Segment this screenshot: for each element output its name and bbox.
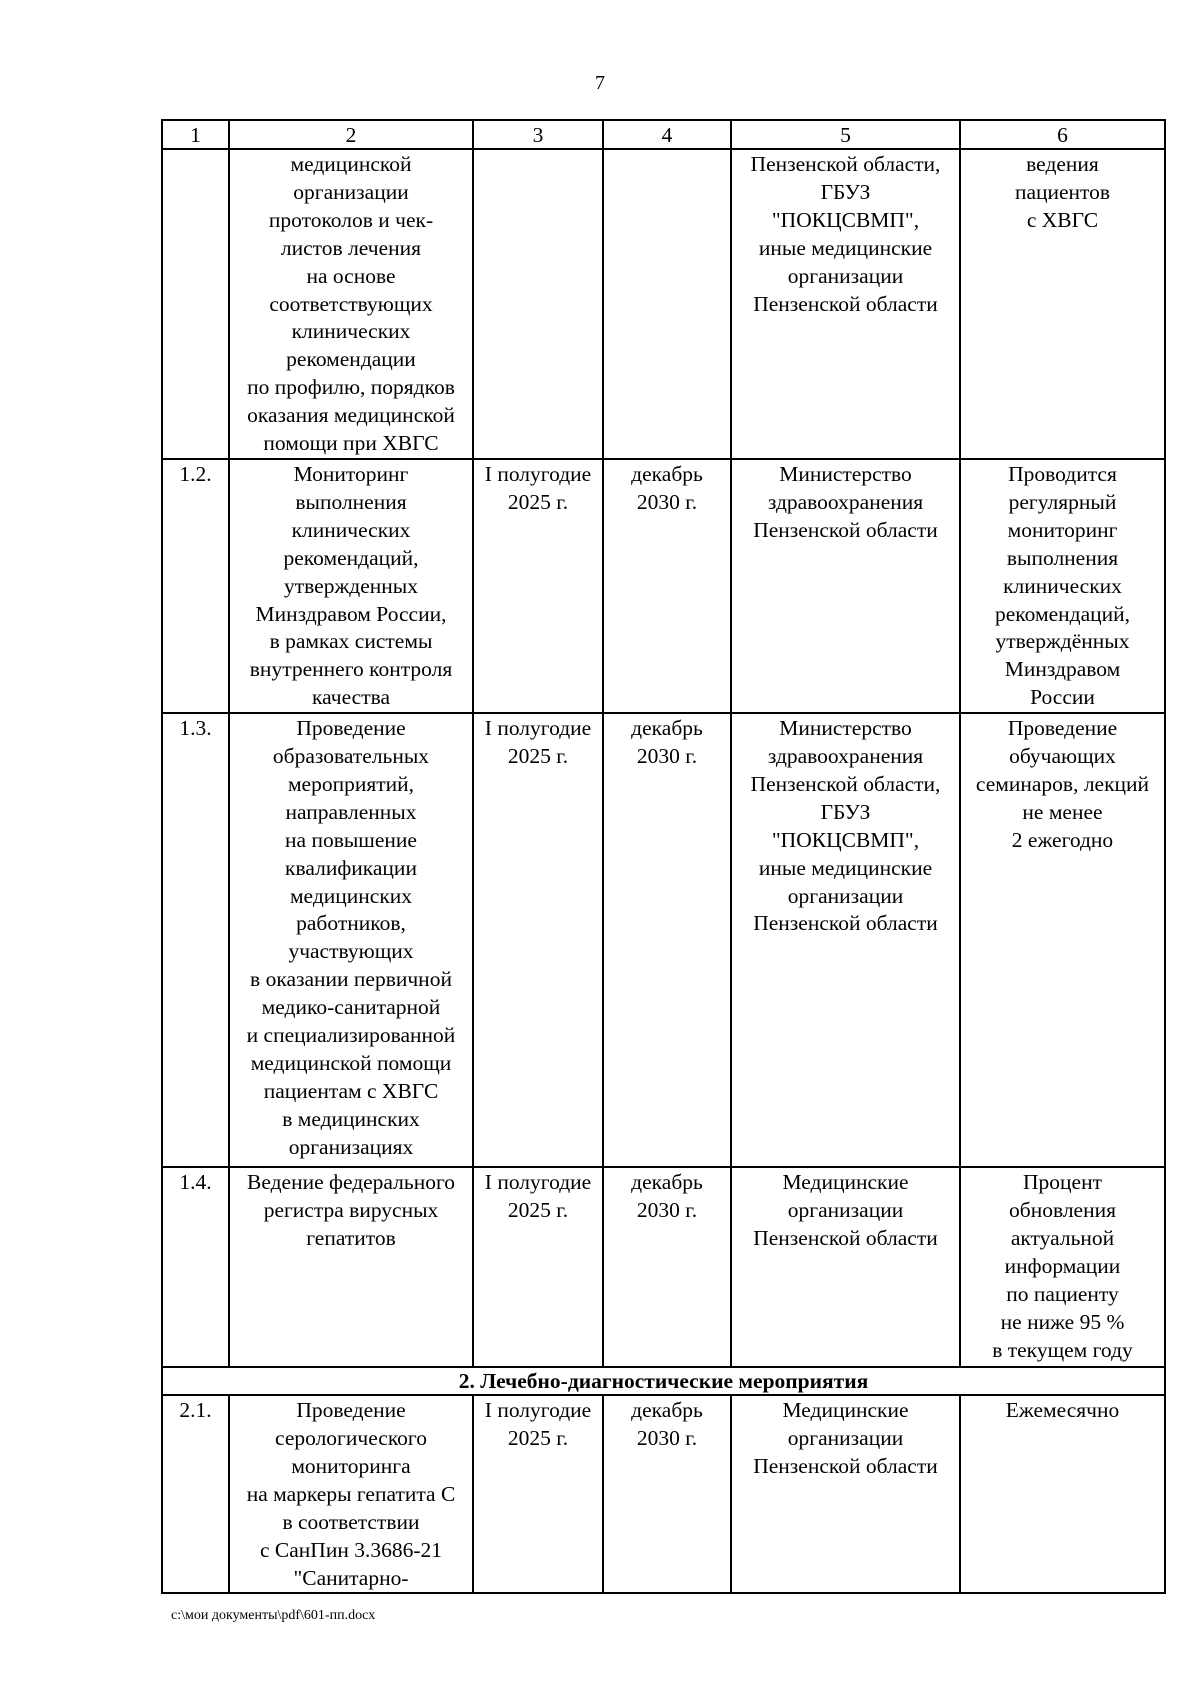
column-number-3: 3: [473, 120, 603, 149]
column-number-row: [162, 120, 1165, 149]
responsible: Медицинские организации Пензенской области: [731, 1395, 960, 1593]
result: Проведение обучающих семинаров, лекций не менее 2 ежегодно: [960, 713, 1165, 1167]
end-date: декабрь 2030 г.: [603, 713, 731, 1167]
table-row: [162, 713, 1165, 1167]
item-number: [162, 149, 229, 459]
column-number-5: 5: [731, 120, 960, 149]
measure-name: Мониторинг выполнения клинических рекомендаций, утвержденных Минздравом России, в рамках системы внутреннего контроля качества: [229, 459, 473, 713]
item-number: 2.1.: [162, 1395, 229, 1593]
start-date: I полугодие 2025 г.: [473, 713, 603, 1167]
item-number: 1.3.: [162, 713, 229, 1167]
result: Ежемесячно: [960, 1395, 1165, 1593]
table-row: [162, 1167, 1165, 1367]
end-date: [603, 149, 731, 459]
result: ведения пациентов с ХВГС: [960, 149, 1165, 459]
measures-table: [161, 119, 1166, 1594]
section-header-row: [162, 1367, 1165, 1395]
column-number-4: 4: [603, 120, 731, 149]
item-number: 1.4.: [162, 1167, 229, 1367]
item-number: 1.2.: [162, 459, 229, 713]
responsible: Пензенской области, ГБУЗ "ПОКЦСВМП", иные медицинские организации Пензенской области: [731, 149, 960, 459]
start-date: I полугодие 2025 г.: [473, 459, 603, 713]
section-title: 2. Лечебно-диагностические мероприятия: [162, 1367, 1165, 1395]
column-number-1: 1: [162, 120, 229, 149]
column-number-6: 6: [960, 120, 1165, 149]
start-date: I полугодие 2025 г.: [473, 1395, 603, 1593]
start-date: [473, 149, 603, 459]
column-number-2: 2: [229, 120, 473, 149]
measure-name: Ведение федерального регистра вирусных гепатитов: [229, 1167, 473, 1367]
responsible: Медицинские организации Пензенской области: [731, 1167, 960, 1367]
measure-name: медицинской организации протоколов и чек- листов лечения на основе соответствующих клинических рекомендации по профилю, порядков оказания медицинской помощи при ХВГС: [229, 149, 473, 459]
file-path-footer: c:\мои документы\pdf\601-пп.docx: [171, 1608, 376, 1623]
start-date: I полугодие 2025 г.: [473, 1167, 603, 1367]
result: Процент обновления актуальной информации по пациенту не ниже 95 % в текущем году: [960, 1167, 1165, 1367]
result: Проводится регулярный мониторинг выполнения клинических рекомендаций, утверждённых Минздравом России: [960, 459, 1165, 713]
measure-name: Проведение серологического мониторинга на маркеры гепатита С в соответствии с СанПин 3.3686-21 "Санитарно-: [229, 1395, 473, 1593]
end-date: декабрь 2030 г.: [603, 1167, 731, 1367]
responsible: Министерство здравоохранения Пензенской области: [731, 459, 960, 713]
table-row: [162, 149, 1165, 459]
end-date: декабрь 2030 г.: [603, 459, 731, 713]
measure-name: Проведение образовательных мероприятий, направленных на повышение квалификации медицинских работников, участвующих в оказании первичной медико-санитарной и специализированной медицинской помощи пациентам с ХВГС в медицинских организациях: [229, 713, 473, 1167]
page-number: 7: [595, 72, 605, 94]
table-row: [162, 459, 1165, 713]
responsible: Министерство здравоохранения Пензенской области, ГБУЗ "ПОКЦСВМП", иные медицинские организации Пензенской области: [731, 713, 960, 1167]
table-row: [162, 1395, 1165, 1593]
end-date: декабрь 2030 г.: [603, 1395, 731, 1593]
